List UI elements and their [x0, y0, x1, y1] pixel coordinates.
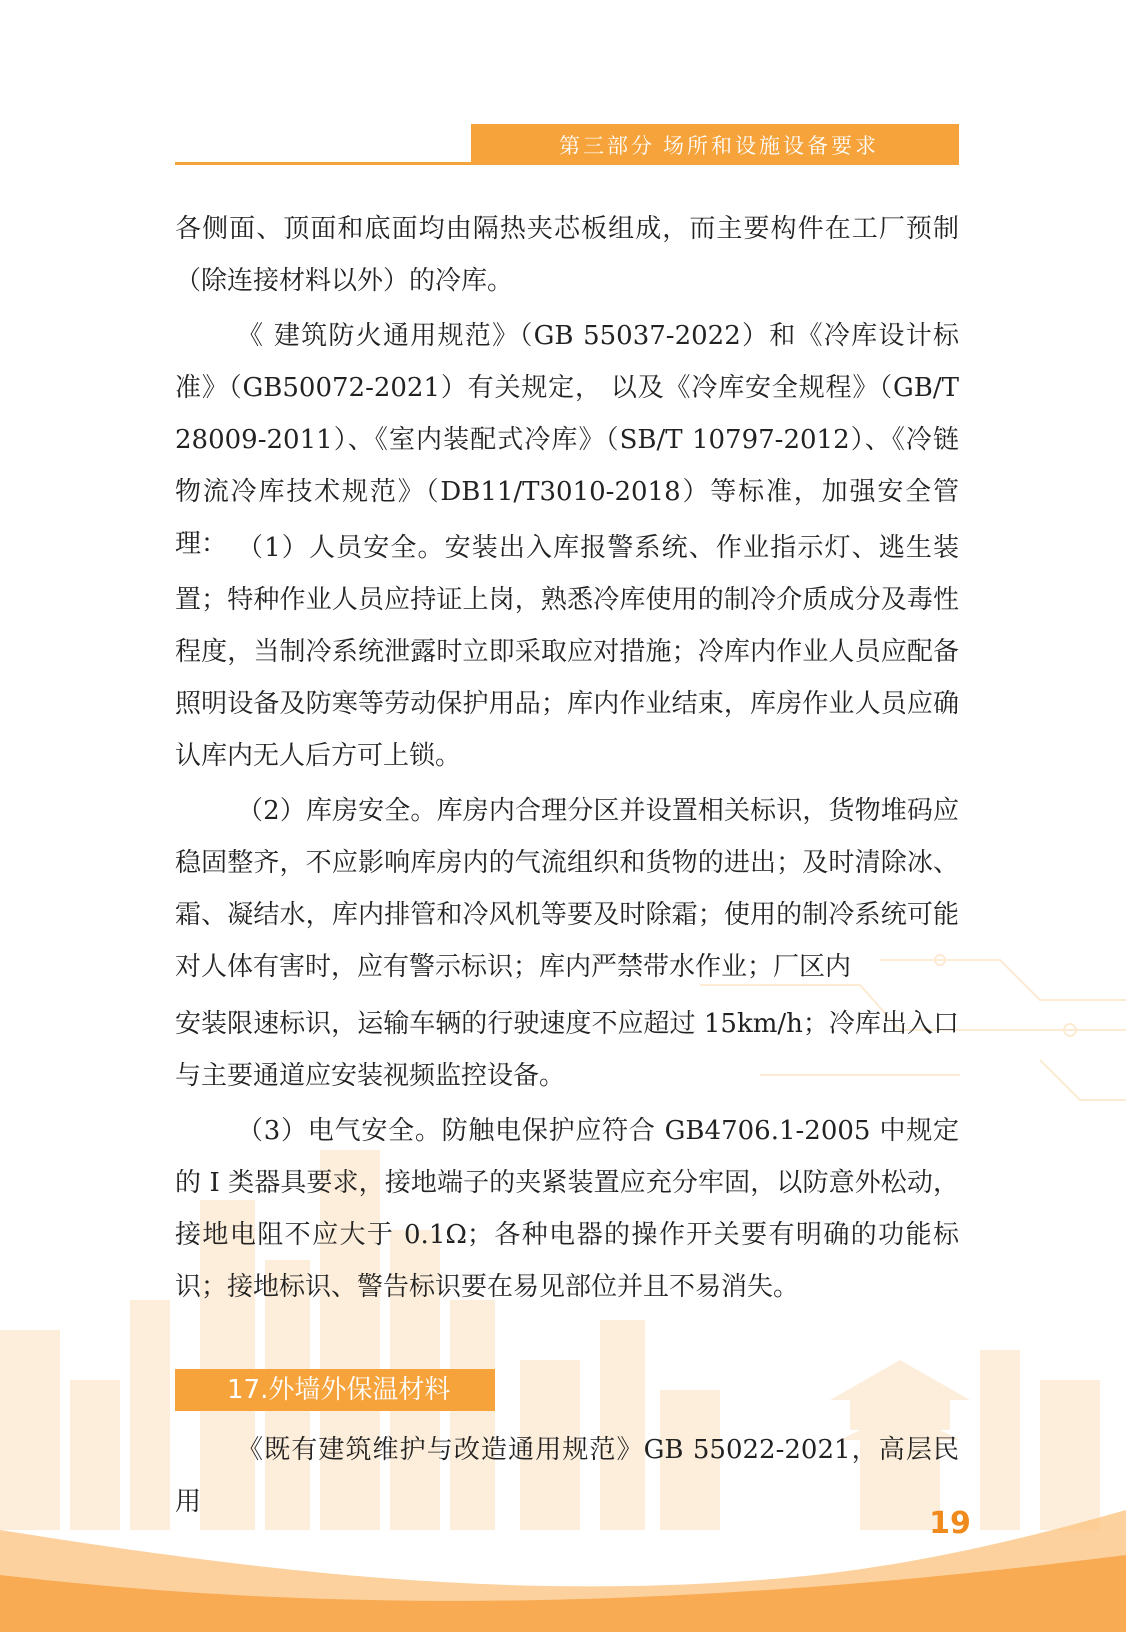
page-number: 19 [929, 1506, 971, 1541]
paragraph-3: （1）人员安全。安装出入库报警系统、作业指示灯、逃生装置；特种作业人员应持证上岗，熟悉冷库使用的制冷介质成分及毒性程度，当制冷系统泄露时立即采取应对措施；冷库内作业人员应配备照明设备及防寒等劳动保护用品；库内作业结束，库房作业人员应确认库内无人后方可上锁。 [175, 533, 959, 771]
paragraph-1: 各侧面、顶面和底面均由隔热夹芯板组成，而主要构件在工厂预制（除连接材料以外）的冷库。 [175, 214, 959, 296]
chapter-part: 第三部分 [559, 133, 655, 158]
section-heading: 17.外墙外保温材料 [175, 1369, 495, 1411]
paragraph-5: 安装限速标识，运输车辆的行驶速度不应超过 15km/h；冷库出入口与主要通道应安装视频监控设备。 [175, 1009, 959, 1091]
paragraph-7: 《既有建筑维护与改造通用规范》GB 55022-2021，高层民用 [175, 1435, 959, 1517]
paragraph-6: （3）电气安全。防触电保护应符合 GB4706.1-2005 中规定的 I 类器具要求，接地端子的夹紧装置应充分牢固，以防意外松动，接地电阻不应大于 0.1Ω；各种电器的操作开关要有明确的功能标识；接地标识、警告标识要在易见部位并且不易消失。 [175, 1116, 959, 1302]
chapter-title: 场所和设施设备要求 [663, 133, 879, 158]
chapter-header [471, 124, 959, 165]
paragraph-4: （2）库房安全。库房内合理分区并设置相关标识，货物堆码应稳固整齐，不应影响库房内的气流组织和货物的进出；及时清除冰、霜、凝结水，库内排管和冷风机等要及时除霜；使用的制冷系统可能对人体有害时，应有警示标识；库内严禁带水作业；厂区内 [175, 796, 959, 982]
paragraph-2: 《 建筑防火通用规范》（GB 55037-2022）和《冷库设计标准》（GB50072-2021）有关规定， 以及《冷库安全规程》（GB/T 28009-2011）、《室内装配式冷库》（SB/T 10797-2012）、《冷链物流冷库技术规范》（DB11/T3010-2018）等标准，加强安全管理： [175, 321, 959, 559]
